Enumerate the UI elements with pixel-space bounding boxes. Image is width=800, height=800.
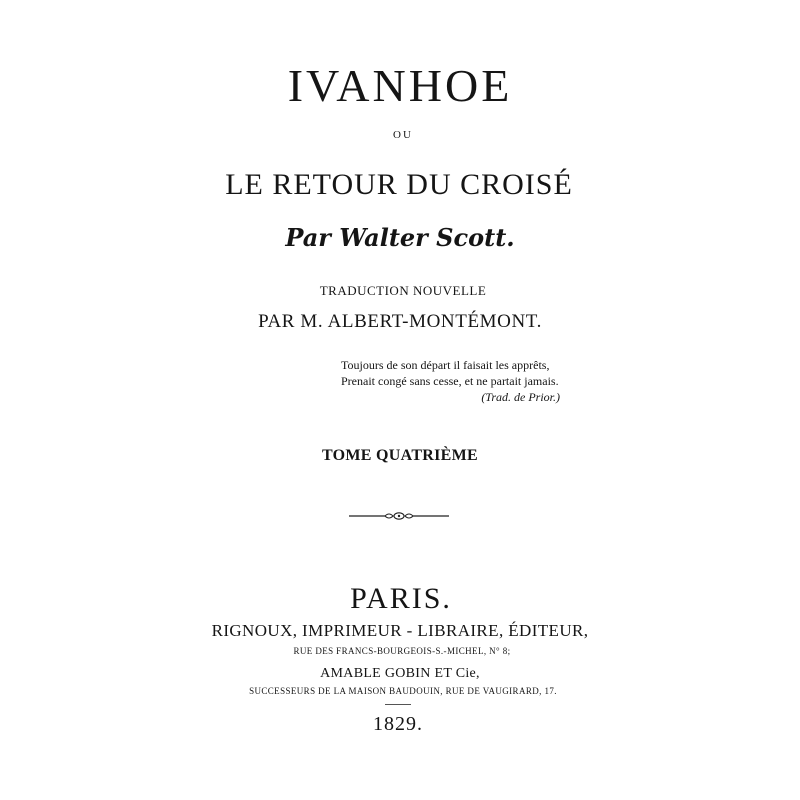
imprint-co-publisher: AMABLE GOBIN ET Cie, (320, 666, 480, 681)
epigraph-line-2: Prenait congé sans cesse, et ne partait jamais. (341, 374, 559, 388)
author-line: Par Walter Scott. (285, 223, 515, 252)
imprint-successors: SUCCESSEURS DE LA MAISON BAUDOUIN, RUE DE VAUGIRARD, 17. (249, 686, 557, 696)
epigraph (341, 357, 591, 405)
title-conjunction: OU (393, 129, 413, 141)
ornament-divider (347, 510, 451, 522)
imprint-publisher: RIGNOUX, IMPRIMEUR - LIBRAIRE, ÉDITEUR, (211, 621, 589, 640)
epigraph-attribution: (Trad. de Prior.) (481, 390, 560, 404)
imprint-rule (385, 704, 411, 705)
imprint-city: PARIS. (350, 582, 452, 615)
imprint-publisher-address: RUE DES FRANCS-BOURGEOIS-S.-MICHEL, N° 8; (293, 646, 511, 656)
imprint-year: 1829. (373, 713, 423, 735)
epigraph-line-1: Toujours de son départ il faisait les apprêts, (341, 358, 550, 372)
translation-label: TRADUCTION NOUVELLE (319, 283, 487, 298)
book-subtitle: LE RETOUR DU CROISÉ (225, 168, 573, 201)
volume-label: TOME QUATRIÈME (321, 447, 479, 464)
book-title: IVANHOE (287, 60, 513, 111)
translator-line: PAR M. ALBERT-MONTÉMONT. (258, 311, 542, 332)
